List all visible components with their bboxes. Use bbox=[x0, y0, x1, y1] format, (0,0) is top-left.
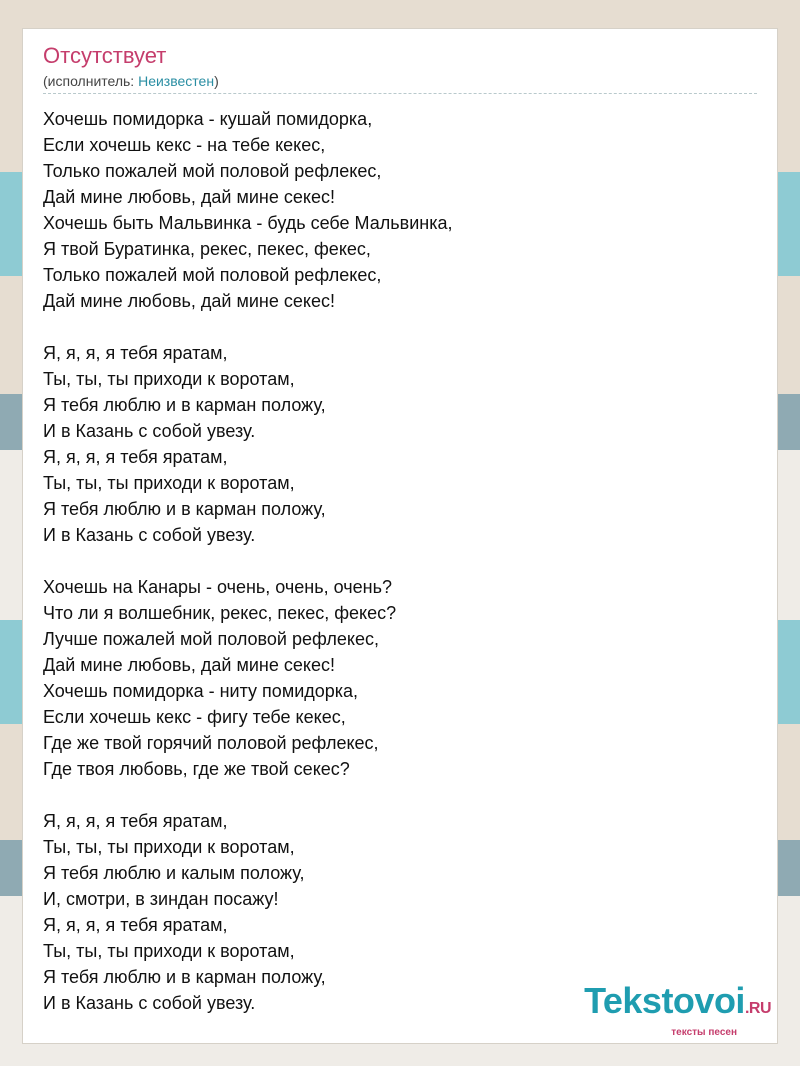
lyric-line: И в Казань с собой увезу. bbox=[43, 421, 256, 441]
logo-tagline: тексты песен bbox=[671, 1027, 737, 1038]
lyric-line: Дай мине любовь, дай мине секес! bbox=[43, 655, 335, 675]
lyric-line: Где же твой горячий половой рефлекес, bbox=[43, 733, 379, 753]
logo-tld: .RU bbox=[744, 1000, 771, 1017]
lyric-line: Дай мине любовь, дай мине секес! bbox=[43, 187, 335, 207]
lyric-line: Я тебя люблю и в карман положу, bbox=[43, 499, 326, 519]
lyric-line: Если хочешь кекс - фигу тебе кекес, bbox=[43, 707, 346, 727]
lyric-line: Я, я, я, я тебя яратам, bbox=[43, 343, 228, 363]
logo-name: Tekstovoi bbox=[584, 980, 745, 1021]
lyric-line: Я, я, я, я тебя яратам, bbox=[43, 915, 228, 935]
lyric-line: Ты, ты, ты приходи к воротам, bbox=[43, 837, 295, 857]
lyric-line: Что ли я волшебник, рекес, пекес, фекес? bbox=[43, 603, 397, 623]
lyric-line: Хочешь помидорка - ниту помидорка, bbox=[43, 681, 359, 701]
divider bbox=[43, 93, 757, 94]
artist-prefix: (исполнитель: bbox=[43, 73, 139, 89]
lyric-line: Я тебя люблю и калым положу, bbox=[43, 863, 305, 883]
artist-suffix: ) bbox=[214, 73, 219, 89]
lyric-line: Если хочешь кекс - на тебе кекес, bbox=[43, 135, 326, 155]
artist-line bbox=[43, 73, 219, 89]
artist-link[interactable]: Неизвестен bbox=[138, 73, 215, 89]
lyric-line: Я, я, я, я тебя яратам, bbox=[43, 811, 228, 831]
lyric-line: Я, я, я, я тебя яратам, bbox=[43, 447, 228, 467]
lyric-line: Хочешь помидорка - кушай помидорка, bbox=[43, 109, 373, 129]
lyric-line: И в Казань с собой увезу. bbox=[43, 993, 256, 1013]
lyrics-card bbox=[22, 28, 778, 1044]
lyric-line: Я твой Буратинка, рекес, пекес, фекес, bbox=[43, 239, 371, 259]
site-logo[interactable] bbox=[584, 980, 771, 1039]
lyric-line: И в Казань с собой увезу. bbox=[43, 525, 256, 545]
stanza-gap bbox=[43, 314, 452, 340]
lyric-line: Хочешь на Канары - очень, очень, очень? bbox=[43, 577, 392, 597]
lyric-line: Только пожалей мой половой рефлекес, bbox=[43, 161, 382, 181]
stanza-gap bbox=[43, 548, 452, 574]
lyrics-text bbox=[43, 106, 452, 1016]
lyric-line: Я тебя люблю и в карман положу, bbox=[43, 395, 326, 415]
stanza-gap bbox=[43, 782, 452, 808]
lyric-line: Хочешь быть Мальвинка - будь себе Мальвинка, bbox=[43, 213, 453, 233]
lyric-line: Ты, ты, ты приходи к воротам, bbox=[43, 473, 295, 493]
lyric-line: Я тебя люблю и в карман положу, bbox=[43, 967, 326, 987]
lyric-line: Только пожалей мой половой рефлекес, bbox=[43, 265, 382, 285]
lyric-line: Где твоя любовь, где же твой секес? bbox=[43, 759, 350, 779]
lyric-line: Лучше пожалей мой половой рефлекес, bbox=[43, 629, 380, 649]
lyric-line: Ты, ты, ты приходи к воротам, bbox=[43, 369, 295, 389]
lyric-line: Дай мине любовь, дай мине секес! bbox=[43, 291, 335, 311]
lyric-line: И, смотри, в зиндан посажу! bbox=[43, 889, 279, 909]
lyric-line: Ты, ты, ты приходи к воротам, bbox=[43, 941, 295, 961]
song-title: Отсутствует bbox=[43, 43, 167, 68]
